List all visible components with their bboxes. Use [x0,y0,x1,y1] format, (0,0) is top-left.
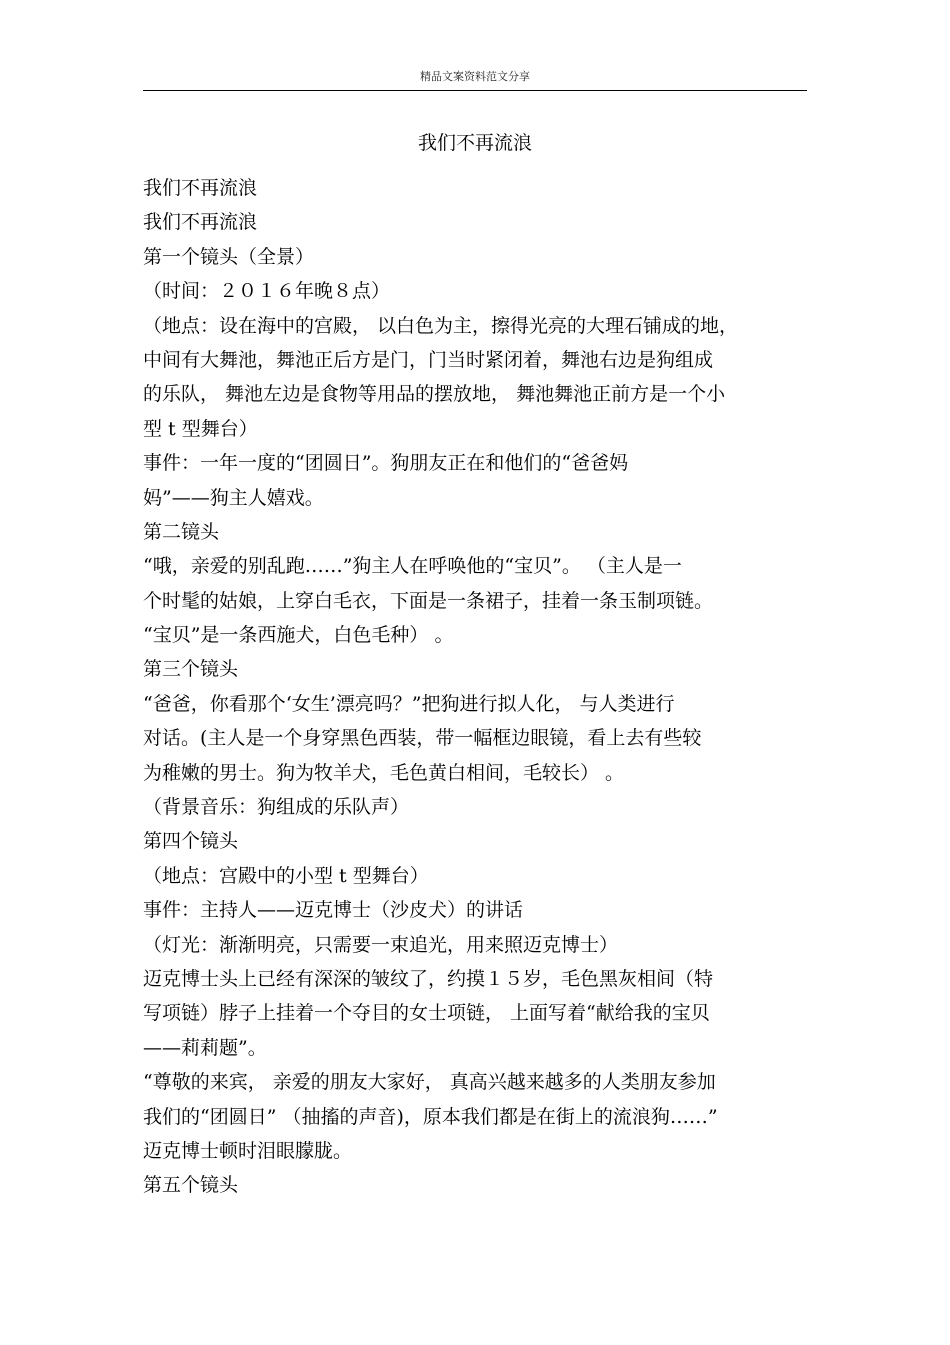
text-line: 妈”——狗主人嬉戏。 [143,486,324,509]
text-line: “宝贝”是一条西施犬，白色毛种） 。 [143,624,454,647]
text-line: 写项链）脖子上挂着一个夺目的女士项链， 上面写着“献给我的宝贝 [143,1002,710,1025]
text-line: 第二镜头 [143,520,220,543]
text-line: 个时髦的姑娘，上穿白毛衣，下面是一条裙子，挂着一条玉制项链。 [143,589,714,612]
text-line: 中间有大舞池，舞池正后方是门，门当时紧闭着，舞池右边是狗组成 [143,348,714,371]
text-line: 我们的“团圆日” （抽搐的声音)，原本我们都是在街上的流浪狗……” [143,1105,718,1128]
text-line: 为稚嫩的男士。狗为牧羊犬，毛色黄白相间，毛较长） 。 [143,761,625,784]
text-line: 的乐队， 舞池左边是食物等用品的摆放地， 舞池舞池正前方是一个小 [143,383,726,406]
text-line: 第一个镜头（全景） [143,245,315,268]
text-line: 迈克博士头上已经有深深的皱纹了，约摸１５岁，毛色黑灰相间（特 [143,967,714,990]
text-line: 我们不再流浪 [143,177,258,199]
text-line: “哦，亲爱的别乱跑……”狗主人在呼唤他的“宝贝”。 （主人是一 [143,555,682,578]
text-line: 第三个镜头 [143,658,239,681]
text-line: 事件：主持人——迈克博士（沙皮犬）的讲话 [143,899,524,922]
text-line: 我们不再流浪 [143,211,258,234]
text-line: “爸爸，你看那个‘女生’漂亮吗？”把狗进行拟人化， 与人类进行 [143,692,675,715]
text-line: 第五个镜头 [143,1174,239,1197]
document-body [143,171,807,1203]
text-line: （地点：设在海中的宫殿， 以白色为主，擦得光亮的大理石铺成的地， [143,314,739,337]
text-line: 型 t 型舞台） [143,417,258,440]
header-divider [143,90,807,91]
text-line: ——莉莉题”。 [143,1036,267,1059]
document-title: 我们不再流浪 [417,132,532,154]
page-header: 精品文案资料范文分享 [420,70,530,83]
text-line: 第四个镜头 [143,830,239,853]
text-line: 对话。(主人是一个身穿黑色西装，带一幅框边眼镜，看上去有些较 [143,727,702,750]
text-line: （背景音乐：狗组成的乐队声） [143,796,410,819]
text-line: “尊敬的来宾， 亲爱的朋友大家好， 真高兴越来越多的人类朋友参加 [143,1071,716,1094]
text-line: 事件：一年一度的“团圆日”。狗朋友正在和他们的“爸爸妈 [143,452,629,475]
text-line: （时间：２０１６年晚８点） [143,280,391,303]
text-line: 迈克博士顿时泪眼朦胧。 [143,1139,353,1162]
text-line: （灯光：渐渐明亮，只需要一束追光，用来照迈克博士） [143,933,619,956]
text-line: （地点：宫殿中的小型 t 型舞台） [143,864,429,887]
